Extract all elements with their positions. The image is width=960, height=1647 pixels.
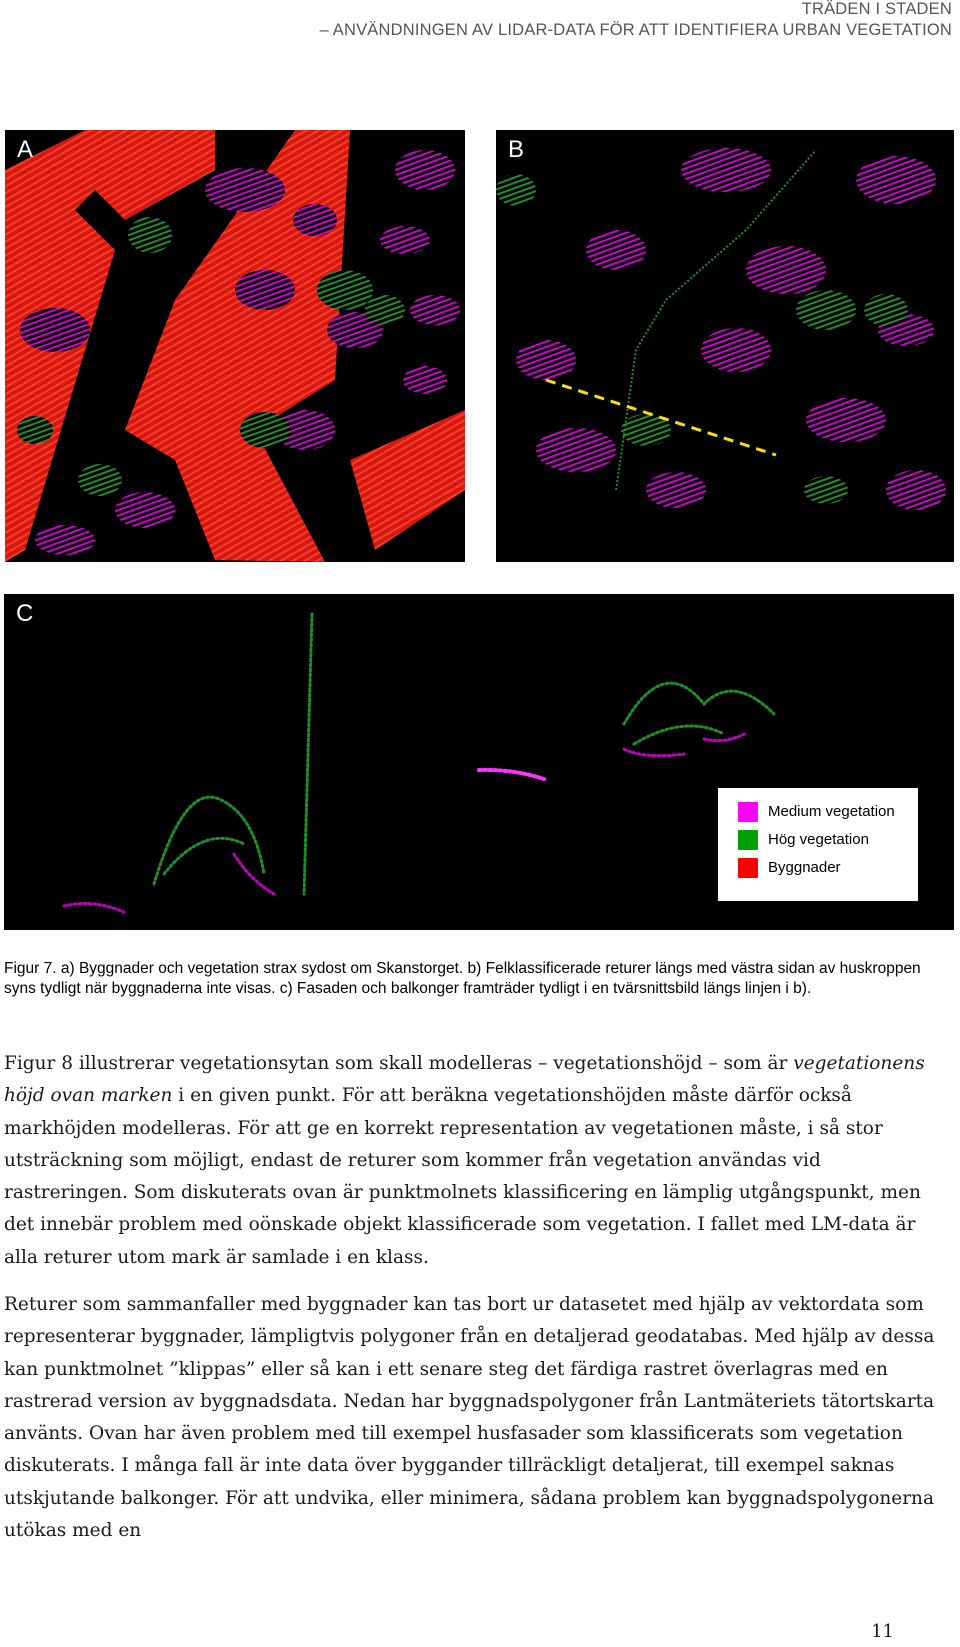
legend-label: Hög vegetation <box>768 831 869 848</box>
figure-panel-b <box>496 130 954 562</box>
body-paragraph: Returer som sammanfaller med byggnader kan tas bort ur datasetet med hjälp av vektordata som representerar byggnader, lämpligtvis polygoner från en detaljerad geodatabas. Med hjälp av dessa kan punktmolnet ”klippas” eller så kan i ett senare steg det färdiga rastret överlagras med en rastrerad version av byggnadsdata. Nedan har byggnadspolygoner från Lantmäteriets tätortskarta använts. Ovan har även problem med till exempel husfasader som klassificerats som vegetation diskuterats. I många fall är inte data över byggander tillräckligt detaljerat, till exempel saknas utskjutande balkonger. För att undvika, eller minimera, sådana problem kan byggnadspolygonerna utökas med en <box>4 1294 935 1542</box>
legend-swatch <box>738 858 758 878</box>
figure-legend <box>718 788 918 901</box>
panel-label: C <box>16 600 34 627</box>
figure-panel-a <box>5 130 465 562</box>
lidar-topview-buildings-vegetation <box>5 130 465 562</box>
paragraph-text: i en given punkt. För att beräkna vegetationshöjden måste därför också markhöjden modelleras. För att ge en korrekt representation av vegetationen måste, i så stor utsträckning som möjligt, endast de returer som kommer från vegetation användas vid rastreringen. Som diskuterats ovan är punktmolnets klassificering en lämplig utgångspunkt, men det innebär problem med oönskade objekt klassificerade som vegetation. I fallet med LM-data är alla returer utom mark är samlade i en klass. <box>4 1085 921 1268</box>
body-paragraph <box>4 1048 944 1274</box>
legend-label: Medium vegetation <box>768 803 895 820</box>
paragraph-text: Figur 8 illustrerar vegetationsytan som skall modelleras – vegetationshöjd – som är <box>4 1053 794 1074</box>
legend-swatch <box>738 802 758 822</box>
running-header-subtitle: – ANVÄNDNINGEN AV LIDAR-DATA FÖR ATT IDENTIFIERA URBAN VEGETATION <box>319 21 952 39</box>
legend-swatch <box>738 830 758 850</box>
legend-label: Byggnader <box>768 859 841 876</box>
panel-label: A <box>17 136 34 163</box>
panel-label: B <box>508 136 525 163</box>
running-header-title: TRÄDEN I STADEN <box>801 0 952 18</box>
emphasized-term: vegetationens höjd ovan marken <box>4 1053 925 1107</box>
lidar-topview-vegetation-only <box>496 130 954 562</box>
figure-caption: Figur 7. a) Byggnader och vegetation strax sydost om Skanstorget. b) Felklassificerade returer längs med västra sidan av huskroppen syns tydligt när byggnaderna inte visas. c) Fasaden och balkonger framträder tydligt i en tvärsnittsbild längs linjen i b). <box>4 960 921 997</box>
page-number: 11 <box>871 1621 894 1642</box>
